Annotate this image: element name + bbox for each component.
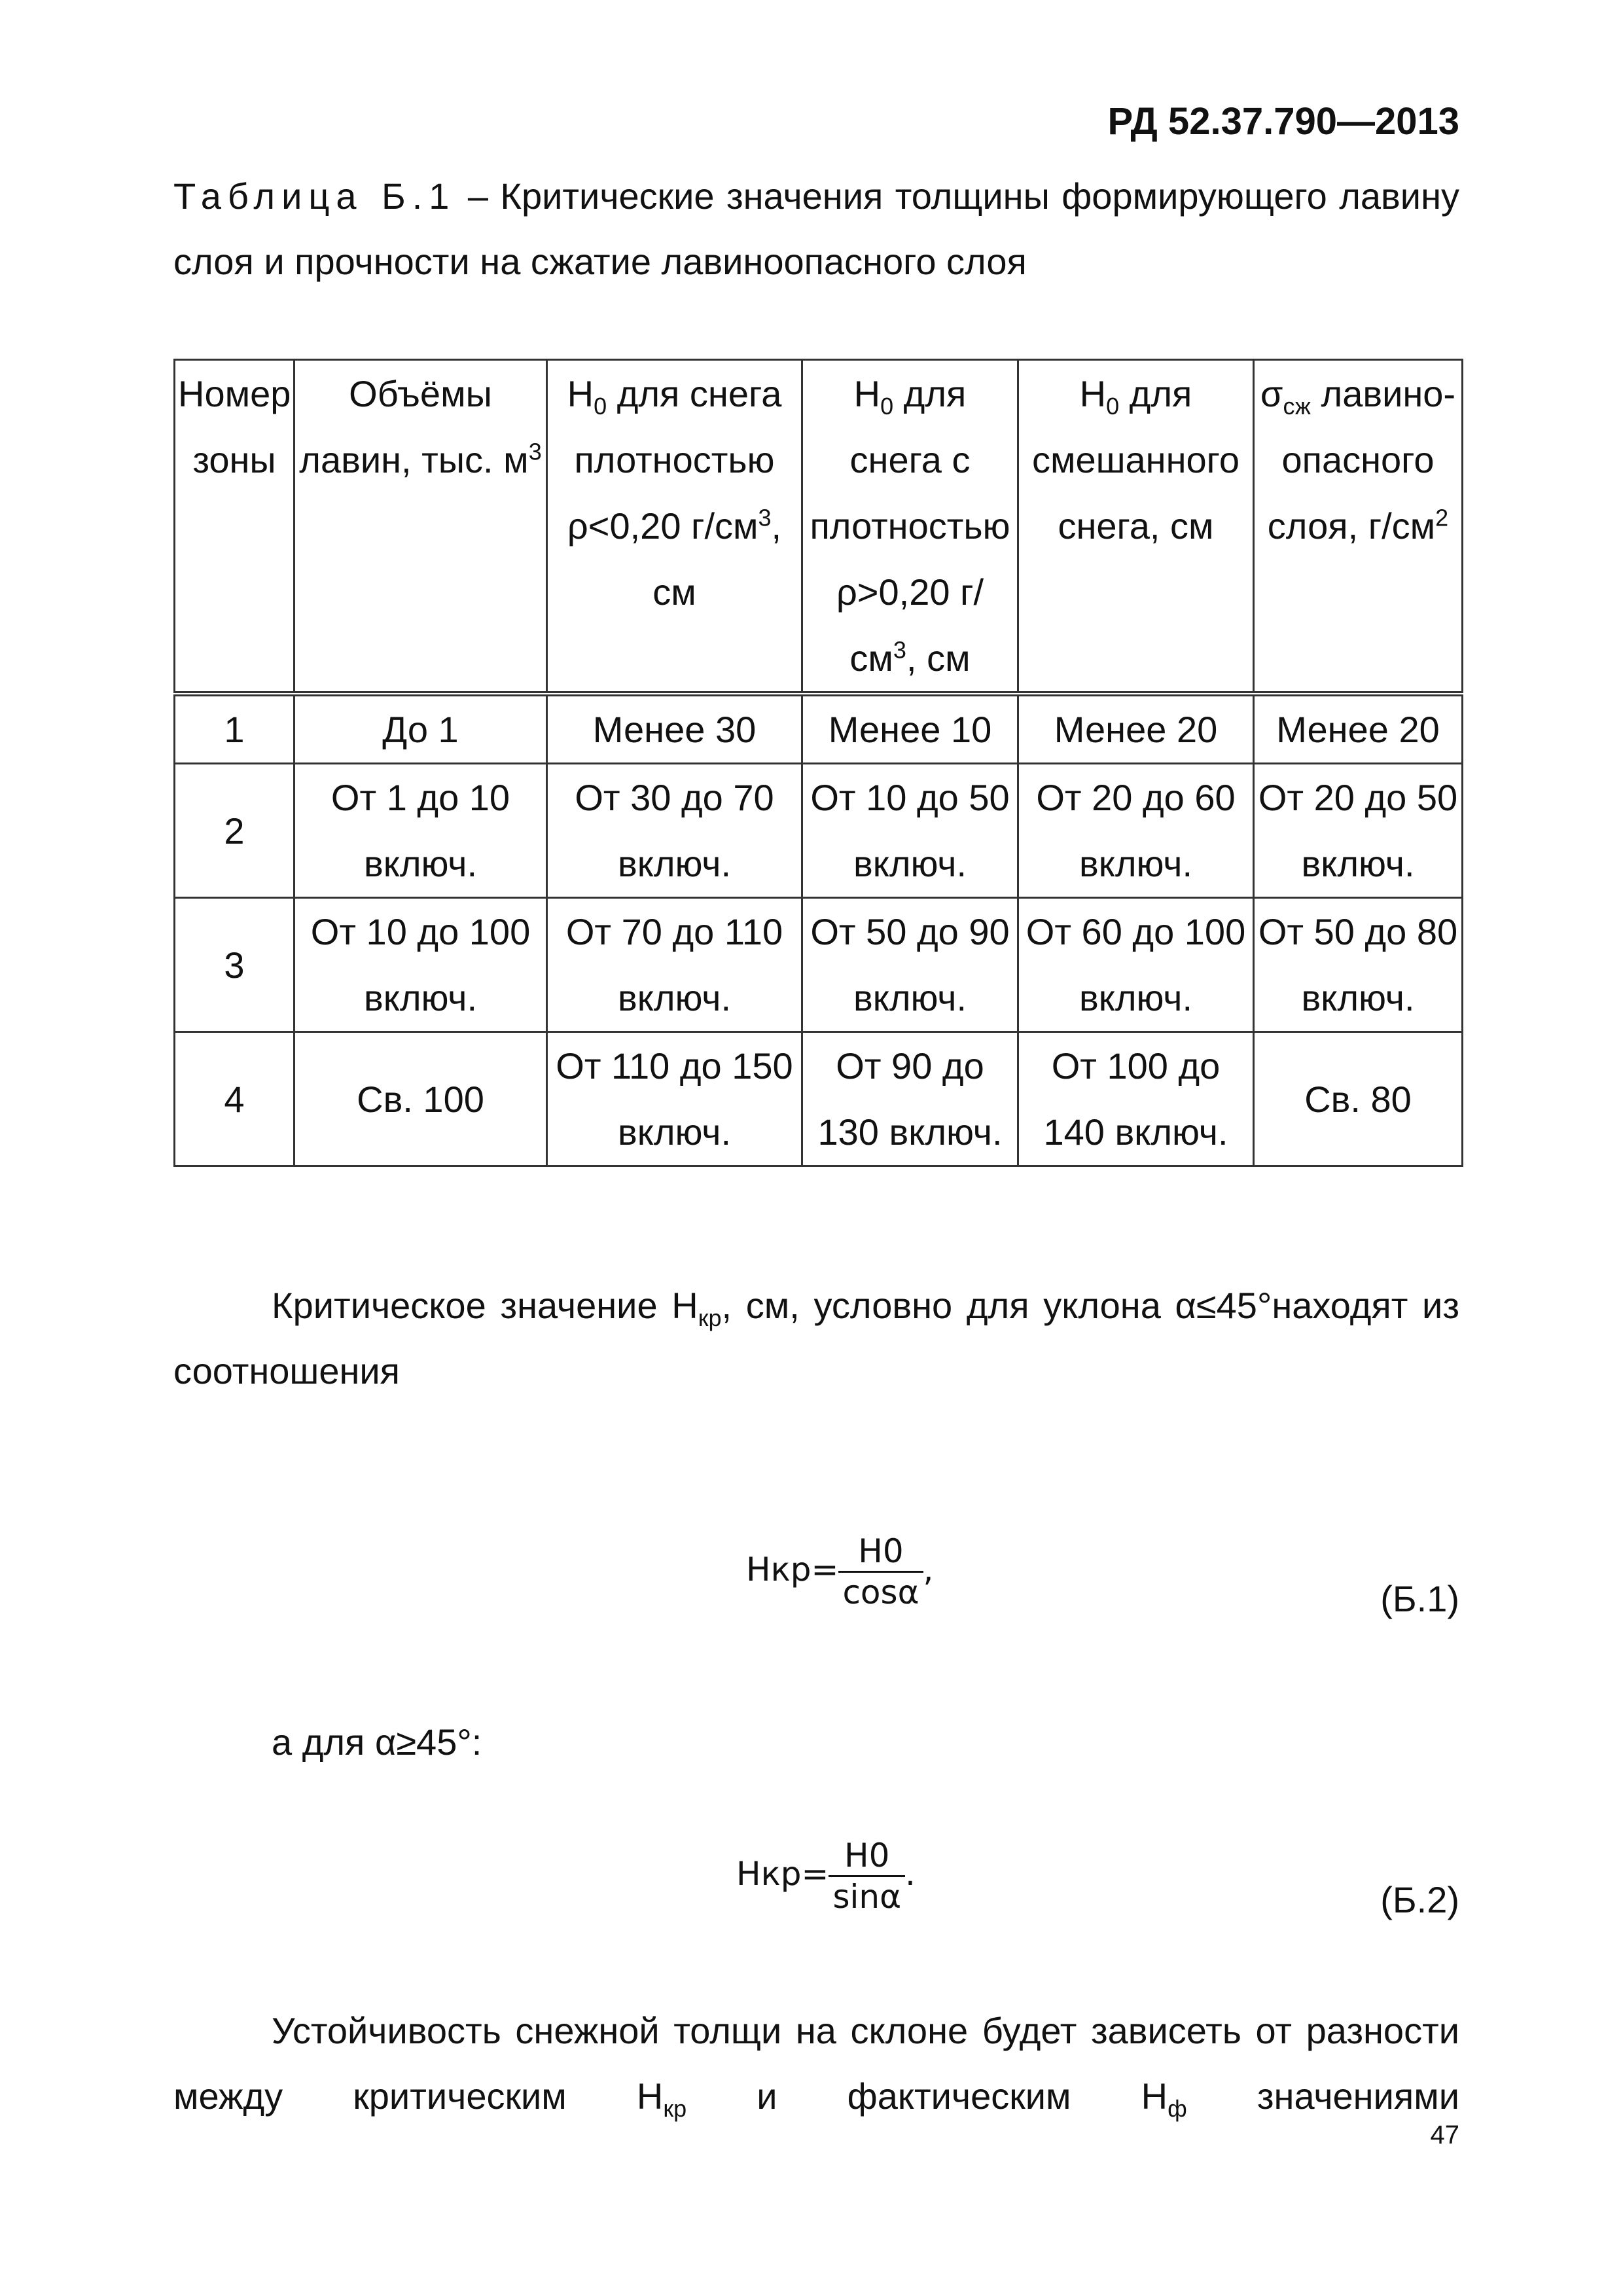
header-sigma: $\sigma_{сж}$ лавино-опасного слоя, $г/см^2$ [1254, 360, 1463, 694]
header-h-mixed-snow: $H_0$ для смешанного снега, см [1018, 360, 1254, 694]
formula-b2-lhs: Hкр= [736, 1855, 829, 1893]
paragraph-critical-value: Критическое значение $H_{кр}$, см, условно для уклона α≤45°находят из соотношения [173, 1285, 1459, 1391]
table-caption-text: – Критические значения толщины формирующего лавину слоя и прочности на сжатие лавиноопасного слоя [173, 175, 1459, 282]
cell-h-dense: От 10 до 50 включ. [802, 764, 1018, 898]
critical-values-table [173, 359, 1463, 1167]
formula-b1-lhs: Hкр= [746, 1551, 839, 1588]
cell-zone: 2 [175, 764, 294, 898]
paragraph-stability: Устойчивость снежной толщи на склоне будет зависеть от разности между критическим $H_{кр}$ и фактическим $H_ф$ значениями [173, 2010, 1459, 2123]
table-row [175, 694, 1463, 764]
cell-sigma: Св. 80 [1254, 1032, 1463, 1166]
table-row [175, 764, 1463, 898]
paragraph-alpha-condition: а для α≥45°: [272, 1721, 482, 1763]
cell-h-dense: Менее 10 [802, 694, 1018, 764]
table-header-row [175, 360, 1463, 694]
cell-h-light: От 70 до 110 включ. [547, 898, 802, 1032]
cell-h-dense: От 50 до 90 включ. [802, 898, 1018, 1032]
formula-b2-tail: . [905, 1855, 916, 1893]
cell-zone: 3 [175, 898, 294, 1032]
cell-h-light: От 110 до 150 включ. [547, 1032, 802, 1166]
page-number: 47 [1430, 2121, 1459, 2149]
header-volume: Объёмы лавин, тыс. $м^3$ [294, 360, 547, 694]
cell-h-mixed: От 100 до 140 включ. [1018, 1032, 1254, 1166]
cell-volume: От 1 до 10 включ. [294, 764, 547, 898]
table-caption [173, 164, 1459, 295]
cell-zone: 4 [175, 1032, 294, 1166]
cell-h-light: От 30 до 70 включ. [547, 764, 802, 898]
formula-b2-fraction: $\frac{H0}{\sin\alpha}$ [829, 1836, 905, 1916]
cell-sigma: Менее 20 [1254, 694, 1463, 764]
cell-h-dense: От 90 до 130 включ. [802, 1032, 1018, 1166]
table-caption-label: Таблица Б.1 [173, 175, 456, 217]
cell-h-mixed: От 60 до 100 включ. [1018, 898, 1254, 1032]
formula-b1 [746, 1532, 933, 1612]
cell-volume: До 1 [294, 694, 547, 764]
equation-number-b2: (Б.2) [1380, 1879, 1459, 1920]
cell-sigma: От 20 до 50 включ. [1254, 764, 1463, 898]
cell-volume: Св. 100 [294, 1032, 547, 1166]
equation-number-b1: (Б.1) [1380, 1578, 1459, 1619]
formula-b1-fraction: $\frac{H0}{\cos\alpha}$ [838, 1532, 923, 1612]
header-zone: Номер зоны [175, 360, 294, 694]
formula-b1-tail: , [923, 1551, 934, 1588]
table-row [175, 898, 1463, 1032]
table-row [175, 1032, 1463, 1166]
header-h-light-snow: $H_0$ для снега плотностью ρ<0,20 $г/см^3$, см [547, 360, 802, 694]
header-h-dense-snow: $H_0$ для снега с плотностью ρ>0,20 $г/см^3$, см [802, 360, 1018, 694]
cell-h-mixed: От 20 до 60 включ. [1018, 764, 1254, 898]
cell-h-light: Менее 30 [547, 694, 802, 764]
cell-zone: 1 [175, 694, 294, 764]
document-code: РД 52.37.790—2013 [1107, 100, 1459, 143]
formula-b2 [736, 1836, 916, 1916]
cell-h-mixed: Менее 20 [1018, 694, 1254, 764]
cell-sigma: От 50 до 80 включ. [1254, 898, 1463, 1032]
cell-volume: От 10 до 100 включ. [294, 898, 547, 1032]
